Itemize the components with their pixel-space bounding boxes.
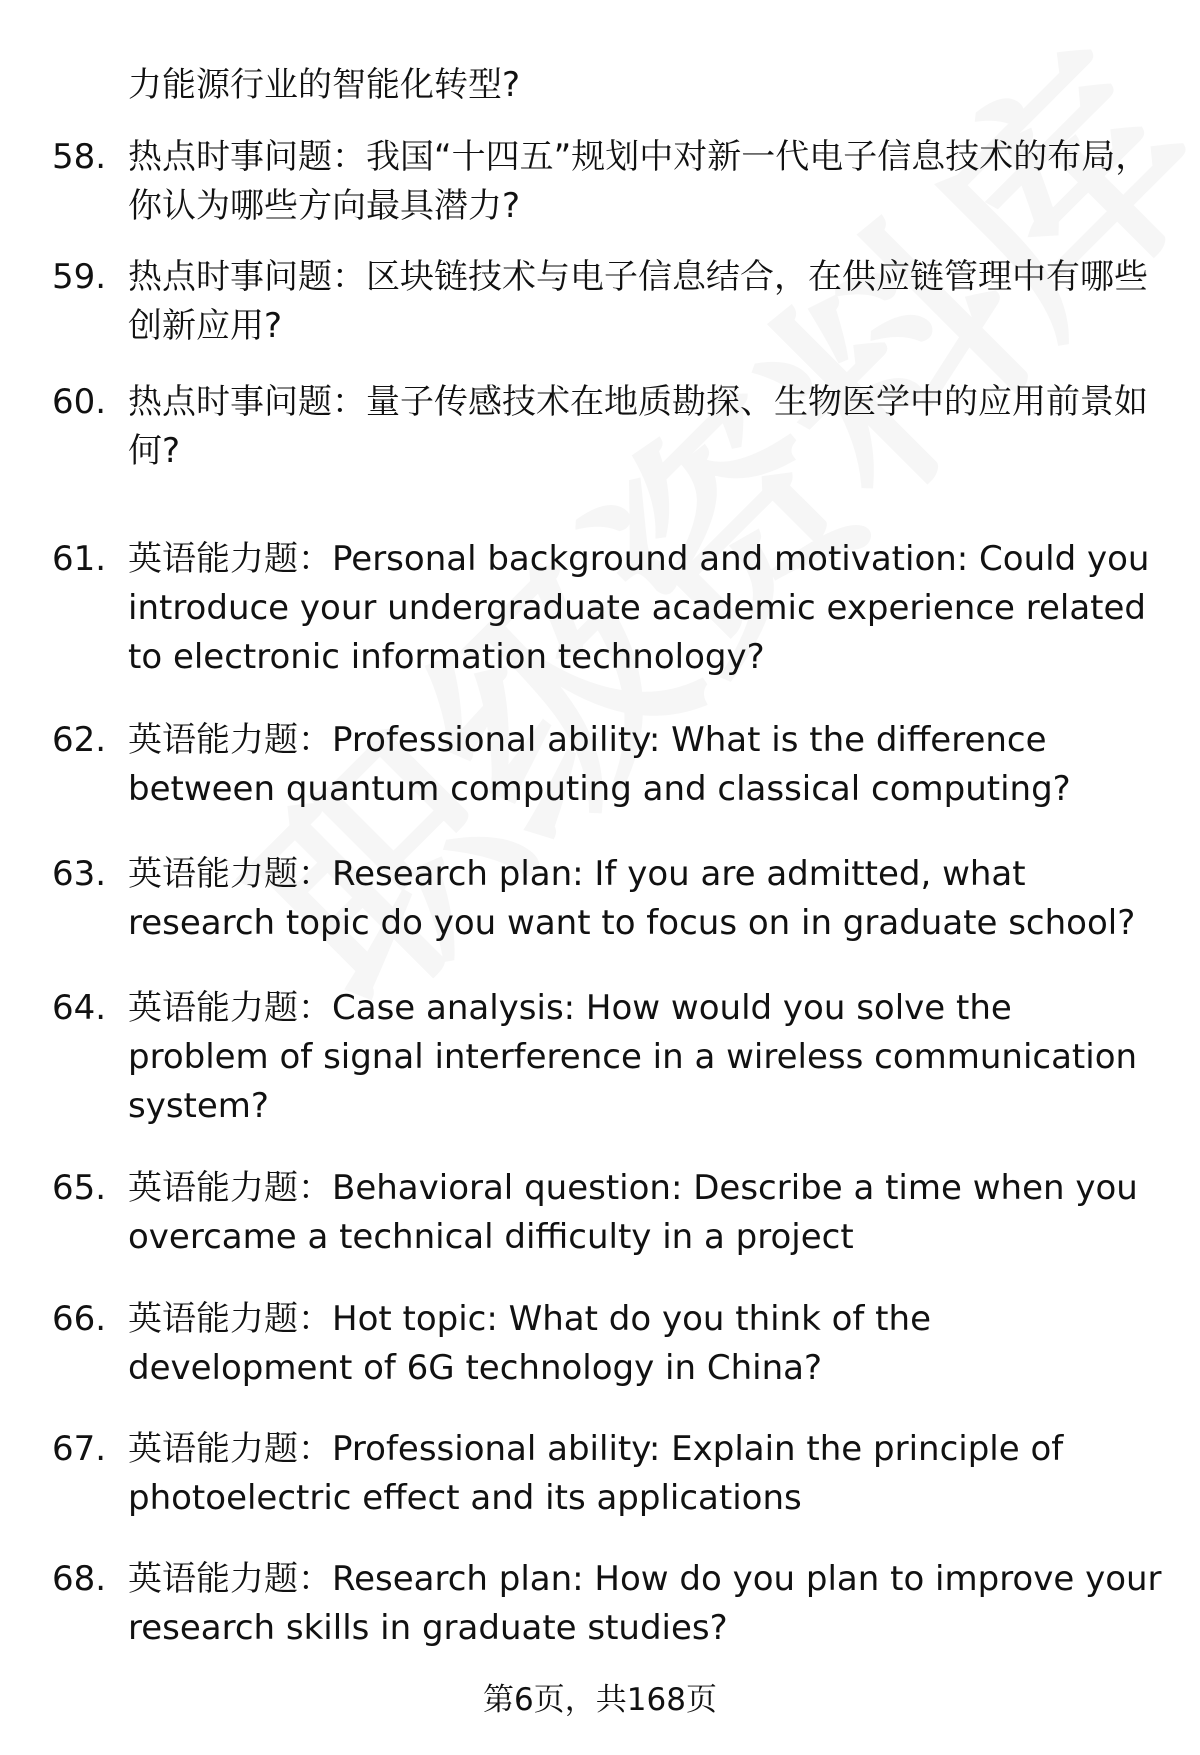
question-text: 热点时事问题：区块链技术与电子信息结合，在供应链管理中有哪些创新应用?	[128, 257, 1148, 346]
continued-question-text: 力能源行业的智能化转型?	[128, 65, 521, 105]
question-number: 58.	[52, 137, 107, 177]
question-item	[52, 716, 1162, 814]
question-text: 英语能力题：Professional ability: What is the difference between quantum computing and classical computing?	[128, 720, 1071, 809]
question-text: 英语能力题：Research plan: If you are admitted, what research topic do you want to focus on in graduate school?	[128, 854, 1136, 943]
question-text: 英语能力题：Professional ability: Explain the principle of photoelectric effect and its applications	[128, 1429, 1064, 1518]
question-item	[52, 1555, 1162, 1653]
question-number: 68.	[52, 1559, 107, 1599]
question-text: 英语能力题：Research plan: How do you plan to improve your research skills in graduate studies?	[128, 1559, 1162, 1648]
question-item	[52, 1295, 1162, 1393]
question-text: 热点时事问题：我国“十四五”规划中对新一代电子信息技术的布局，你认为哪些方向最具潜力?	[128, 137, 1150, 226]
question-text: 英语能力题：Hot topic: What do you think of the development of 6G technology in China?	[128, 1299, 931, 1388]
question-number: 65.	[52, 1168, 107, 1208]
question-number: 60.	[52, 382, 107, 422]
question-item	[52, 378, 1162, 476]
question-number: 59.	[52, 257, 107, 297]
question-number: 67.	[52, 1429, 107, 1469]
question-item	[52, 133, 1162, 231]
question-text: 英语能力题：Personal background and motivation: Could you introduce your undergraduate academic experience related to electronic information technology?	[128, 539, 1150, 677]
question-item	[52, 850, 1162, 948]
question-number: 61.	[52, 539, 107, 579]
question-text: 英语能力题：Case analysis: How would you solve the problem of signal interference in a wireless communication system?	[128, 988, 1138, 1126]
question-number: 66.	[52, 1299, 107, 1339]
question-item	[52, 535, 1162, 682]
question-item	[52, 1164, 1162, 1262]
question-number: 63.	[52, 854, 107, 894]
question-number: 62.	[52, 720, 107, 760]
question-number: 64.	[52, 988, 107, 1028]
question-text: 热点时事问题：量子传感技术在地质勘探、生物医学中的应用前景如何?	[128, 382, 1148, 471]
question-item	[52, 1425, 1162, 1523]
question-item	[52, 984, 1162, 1131]
page-footer: 第6页，共168页	[483, 1682, 717, 1718]
question-text: 英语能力题：Behavioral question: Describe a time when you overcame a technical difficulty in a project	[128, 1168, 1138, 1257]
question-item	[52, 253, 1162, 351]
